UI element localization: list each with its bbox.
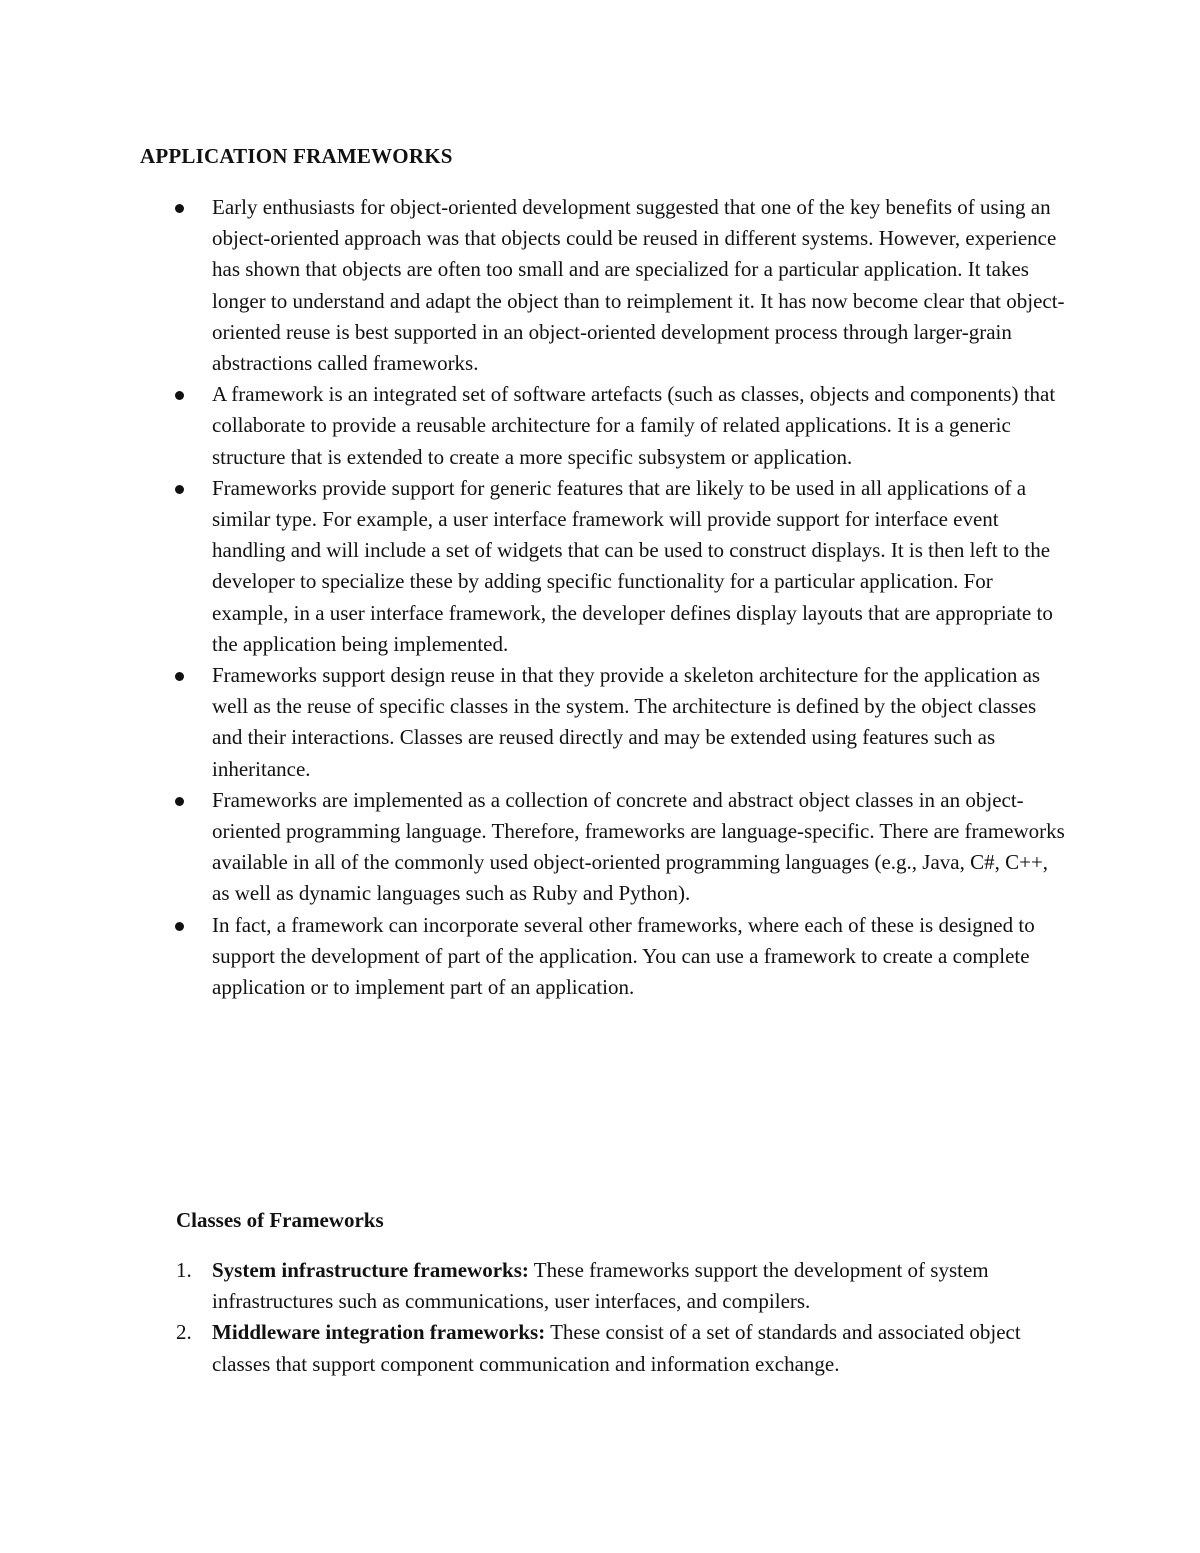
bullet-text: In fact, a framework can incorporate several other frameworks, where each of these is designed to support the development of part of the application. You can use a framework to create a complete application or to implement part of an application.: [212, 912, 1035, 1000]
bullet-icon: [175, 922, 184, 931]
list-item: [140, 785, 1070, 910]
list-item: [140, 910, 1070, 1004]
list-item: [140, 192, 1070, 379]
class-term: Middleware integration frameworks:: [212, 1320, 546, 1345]
bullet-icon: [175, 391, 184, 400]
bullet-icon: [175, 204, 184, 213]
bullet-text: Early enthusiasts for object-oriented development suggested that one of the key benefits of using an object-oriented approach was that objects could be reused in different systems. However, experience has shown that objects are often too small and are specialized for a particular application. It takes longer to understand and adapt the object than to reimplement it. It has now become clear that object-oriented reuse is best supported in an object-oriented development process through larger-grain abstractions called frameworks.: [212, 195, 1065, 376]
bullet-list: [140, 192, 1070, 1003]
page-title: APPLICATION FRAMEWORKS: [140, 144, 453, 168]
numbered-list: [176, 1255, 1071, 1380]
class-term: System infrastructure frameworks:: [212, 1258, 529, 1282]
list-item: [140, 379, 1070, 473]
class-description: These consist of a set of standards and associated object classes that support component communication and information exchange.: [212, 1320, 1021, 1376]
bullet-text: A framework is an integrated set of software artefacts (such as classes, objects and components) that collaborate to provide a reusable architecture for a family of related applications. It is a generic structure that is extended to create a more specific subsystem or application.: [212, 382, 1056, 469]
list-item: [140, 660, 1070, 785]
class-description: These frameworks support the development of system infrastructures such as communications, user interfaces, and compilers.: [212, 1258, 989, 1314]
list-item: [176, 1317, 1071, 1379]
bullet-icon: [175, 485, 184, 494]
list-item: [140, 473, 1070, 660]
list-number: 1.: [176, 1258, 192, 1282]
bullet-text: Frameworks support design reuse in that they provide a skeleton architecture for the application as well as the reuse of specific classes in the system. The architecture is defined by the object classes and their interactions. Classes are reused directly and may be extended using features such as inheritance.: [212, 663, 1041, 781]
bullet-icon: [175, 672, 184, 681]
bullet-icon: [175, 797, 184, 806]
list-number: 2.: [176, 1320, 192, 1345]
section-heading: Classes of Frameworks: [176, 1208, 384, 1232]
bullet-text: Frameworks are implemented as a collection of concrete and abstract object classes in an object-oriented programming language. Therefore, frameworks are language-specific. There are frameworks available in all of the commonly used object-oriented programming languages (e.g., Java, C#, C++, as well as dynamic languages such as Ruby and Python).: [212, 787, 1065, 906]
bullet-text: Frameworks provide support for generic features that are likely to be used in all applications of a similar type. For example, a user interface framework will provide support for interface event handling and will include a set of widgets that can be used to construct displays. It is then left to the developer to specialize these by adding specific functionality for a particular application. For example, in a user interface framework, the developer defines display layouts that are appropriate to the application being implemented.: [212, 475, 1053, 656]
list-item: [176, 1255, 1071, 1317]
